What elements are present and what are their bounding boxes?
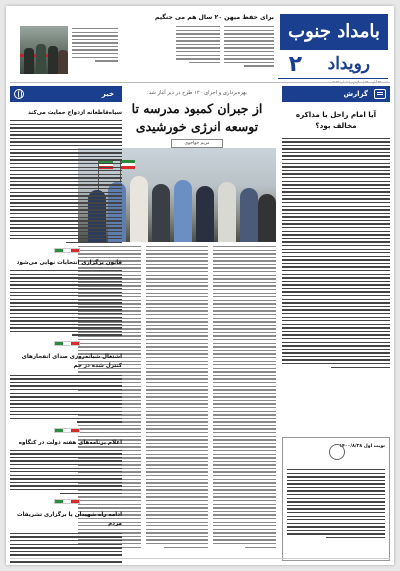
news-item: [10, 110, 122, 252]
news-item: [10, 260, 122, 345]
main-col-1: [213, 246, 276, 561]
notice-title: نوبت اول ۱۴۰۰/۸/۲۸: [339, 444, 385, 449]
page-number: ۲: [288, 52, 302, 77]
report-header: [282, 86, 390, 102]
report-body: [282, 138, 390, 368]
flag-separator: [10, 428, 122, 432]
news-item-title: قانون برگزاری انتخابات نهایی می‌شود: [16, 260, 122, 267]
flag-separator: [10, 248, 122, 252]
main-byline: مریم خواجوی: [171, 139, 223, 148]
news-item-title: سیاه‌قاطعانه ازدواج حمایت می‌کند: [27, 110, 122, 116]
flag-separator: [10, 341, 122, 345]
main-headline: از جبران کمبود مدرسه تا توسعه انرژی خورشیدی: [131, 101, 263, 135]
news-item-body: [10, 375, 122, 423]
newspaper-page: [6, 6, 394, 565]
report-title: آیا امام راحل با مذاکره مخالف بود؟: [295, 110, 377, 130]
legal-notice: [282, 437, 390, 561]
news-item-body: [10, 450, 122, 494]
news-item: [10, 440, 122, 503]
news-label: خبر: [101, 90, 114, 98]
news-column: [10, 86, 122, 561]
page-footer: [10, 558, 390, 561]
news-item-body: [10, 270, 122, 336]
section-title: رویداد: [327, 54, 370, 74]
notice-body: [287, 469, 385, 538]
report-icon: [374, 89, 386, 99]
news-item: [10, 511, 122, 565]
newspaper-logo: بامداد جنوب: [280, 14, 388, 50]
news-item-body: [10, 120, 122, 243]
teaser-text: [224, 26, 274, 67]
teaser-text-3: [72, 28, 118, 62]
news-item-title: اشتغال شبانه‌روزی صدای انفجارهای کنترل شده در جم: [21, 353, 122, 369]
seal-icon: [329, 444, 345, 460]
report-label: گزارش: [343, 90, 368, 98]
news-header: [10, 86, 122, 102]
teaser-title: برای حفظ میهن ۲۰ سال هم می جنگیم: [154, 14, 274, 21]
masthead-divider: [10, 82, 390, 83]
teaser-text-2: [176, 26, 220, 63]
report-column: [282, 86, 390, 561]
masthead: [278, 14, 388, 82]
news-item-title: ادامه راه شهیدان با برگزاری تشریفات مردم: [16, 511, 122, 527]
main-story: [118, 86, 276, 561]
news-item-title: اعلام برنامه‌های هفته دولت در کنگاوه: [18, 439, 122, 446]
main-kicker: بهره‌برداری و اجرای ۱۲۰ طرح در دیر آغاز شد:: [147, 90, 247, 96]
main-col-2: [146, 246, 209, 561]
flag-separator: [10, 499, 122, 503]
globe-icon: [14, 89, 24, 99]
teaser-photo: [20, 26, 68, 74]
news-item: [10, 353, 122, 432]
